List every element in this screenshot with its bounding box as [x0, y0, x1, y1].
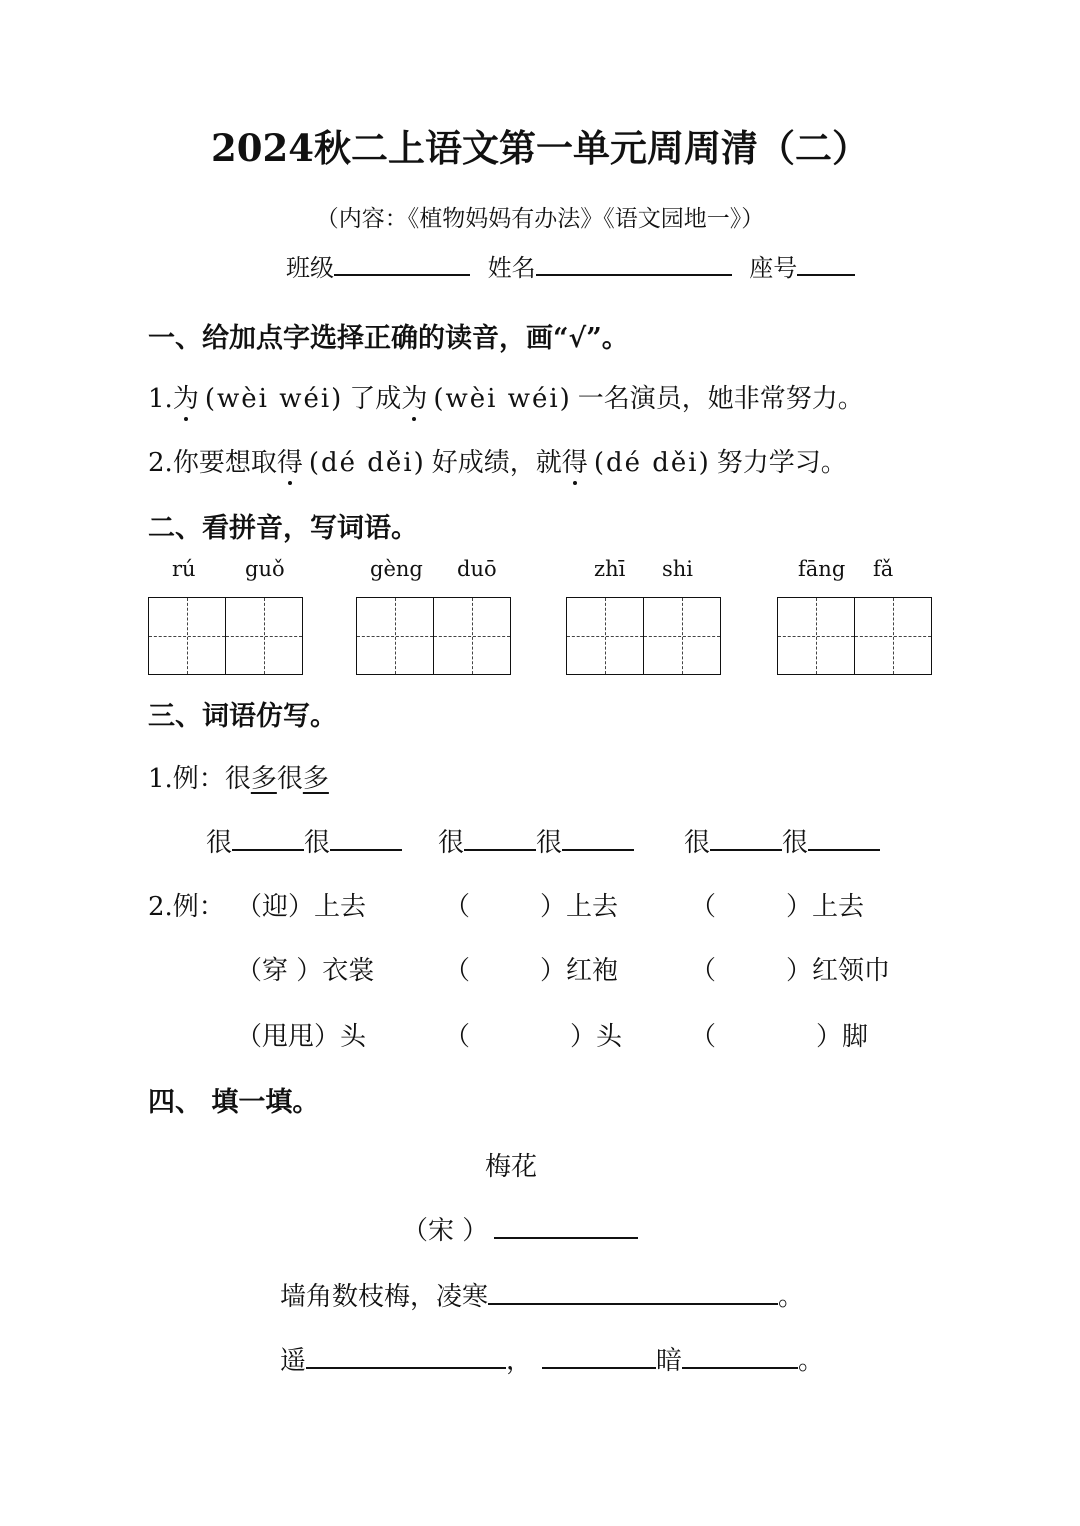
example-word: （迎）上去	[236, 892, 367, 922]
poem-line-2: 遥 ， 暗 。	[280, 1340, 824, 1377]
name-label: 姓名	[487, 254, 536, 282]
poem-dynasty: （宋 ）	[402, 1216, 489, 1246]
dotted-char: 为	[401, 378, 427, 415]
section1-heading: 一、给加点字选择正确的读音，画“√”。	[148, 323, 629, 354]
writing-grid[interactable]	[356, 597, 512, 675]
pinyin-syllable: duō	[457, 557, 497, 581]
example-word: （甩甩）头	[236, 1022, 367, 1052]
bracket-fill[interactable]: ）红袍	[540, 956, 619, 986]
grid-cell[interactable]	[566, 597, 644, 675]
pinyin-syllable: gèng	[370, 557, 423, 581]
writing-grid[interactable]	[777, 597, 933, 675]
writing-grid[interactable]	[566, 597, 722, 675]
section4-heading: 四、 填一填。	[148, 1087, 320, 1118]
pinyin-options[interactable]: (dé děi)	[593, 448, 711, 478]
poem-blank[interactable]	[306, 1343, 506, 1369]
info-line	[286, 248, 855, 283]
class-blank[interactable]	[334, 250, 470, 276]
example-word: （穿 ）衣裳	[236, 956, 375, 986]
bracket-open: （	[690, 956, 717, 986]
pinyin-syllable: zhī	[594, 557, 626, 581]
writing-grid[interactable]	[148, 597, 304, 675]
pinyin-syllable: rú	[172, 557, 196, 581]
grid-cell[interactable]	[225, 597, 303, 675]
pinyin-syllable: fāng	[798, 557, 846, 581]
author-blank[interactable]	[494, 1213, 638, 1239]
poem-author-line	[402, 1210, 638, 1247]
pinyin-syllable: guǒ	[245, 557, 285, 581]
dotted-char: 得	[562, 442, 588, 479]
imitation-item: 很 很	[206, 822, 402, 859]
grid-cell[interactable]	[643, 597, 721, 675]
bracket-open: （	[444, 1022, 471, 1052]
poem-title: 梅花	[484, 1152, 537, 1182]
class-label: 班级	[286, 254, 334, 282]
grid-cell[interactable]	[854, 597, 932, 675]
pinyin-syllable: shi	[662, 557, 694, 581]
example-1: 1.例：很多很多	[148, 764, 329, 794]
page-title: 2024秋二上语文第一单元周周清（二）	[211, 126, 869, 170]
pinyin-options[interactable]: (wèi wéi)	[204, 384, 344, 414]
pinyin-syllable: fǎ	[873, 557, 894, 581]
bracket-fill[interactable]: ）脚	[816, 1022, 869, 1052]
bracket-fill[interactable]: ）上去	[540, 892, 619, 922]
bracket-fill[interactable]: ）上去	[786, 892, 865, 922]
bracket-open: （	[444, 956, 471, 986]
grid-cell[interactable]	[356, 597, 434, 675]
seat-blank[interactable]	[797, 250, 855, 276]
imitation-item: 很 很	[438, 822, 634, 859]
seat-label: 座号	[749, 254, 798, 282]
bracket-open: （	[690, 892, 717, 922]
pinyin-options[interactable]: (wèi wéi)	[433, 384, 572, 414]
grid-cell[interactable]	[777, 597, 855, 675]
bracket-open: （	[444, 892, 471, 922]
dotted-char: 为	[173, 378, 199, 415]
bracket-fill[interactable]: ）头	[570, 1022, 623, 1052]
content-subtitle: （内容：《植物妈妈有办法》《语文园地一》）	[315, 206, 765, 232]
poem-blank[interactable]	[488, 1279, 778, 1305]
poem-line-1: 墙角数枝梅，凌寒 。	[280, 1276, 804, 1313]
imitation-item: 很 很	[684, 822, 880, 859]
poem-blank[interactable]	[682, 1343, 798, 1369]
bracket-open: （	[690, 1022, 717, 1052]
name-blank[interactable]	[536, 250, 732, 276]
section3-heading: 三、词语仿写。	[148, 701, 337, 732]
example-2-label: 2.例：	[148, 892, 225, 922]
poem-blank[interactable]	[542, 1343, 656, 1369]
section2-heading: 二、看拼音，写词语。	[148, 513, 418, 544]
bracket-fill[interactable]: ）红领巾	[786, 956, 891, 986]
dotted-char: 得	[277, 442, 303, 479]
pinyin-options[interactable]: (dé děi)	[308, 448, 426, 478]
question-1-2: 2.你要想取得 (dé děi) 好成绩，就得 (dé děi) 努力学习。	[148, 442, 847, 479]
question-1-1: 1.为 (wèi wéi) 了成为 (wèi wéi) 一名演员，她非常努力。	[148, 378, 864, 415]
grid-cell[interactable]	[433, 597, 511, 675]
grid-cell[interactable]	[148, 597, 226, 675]
